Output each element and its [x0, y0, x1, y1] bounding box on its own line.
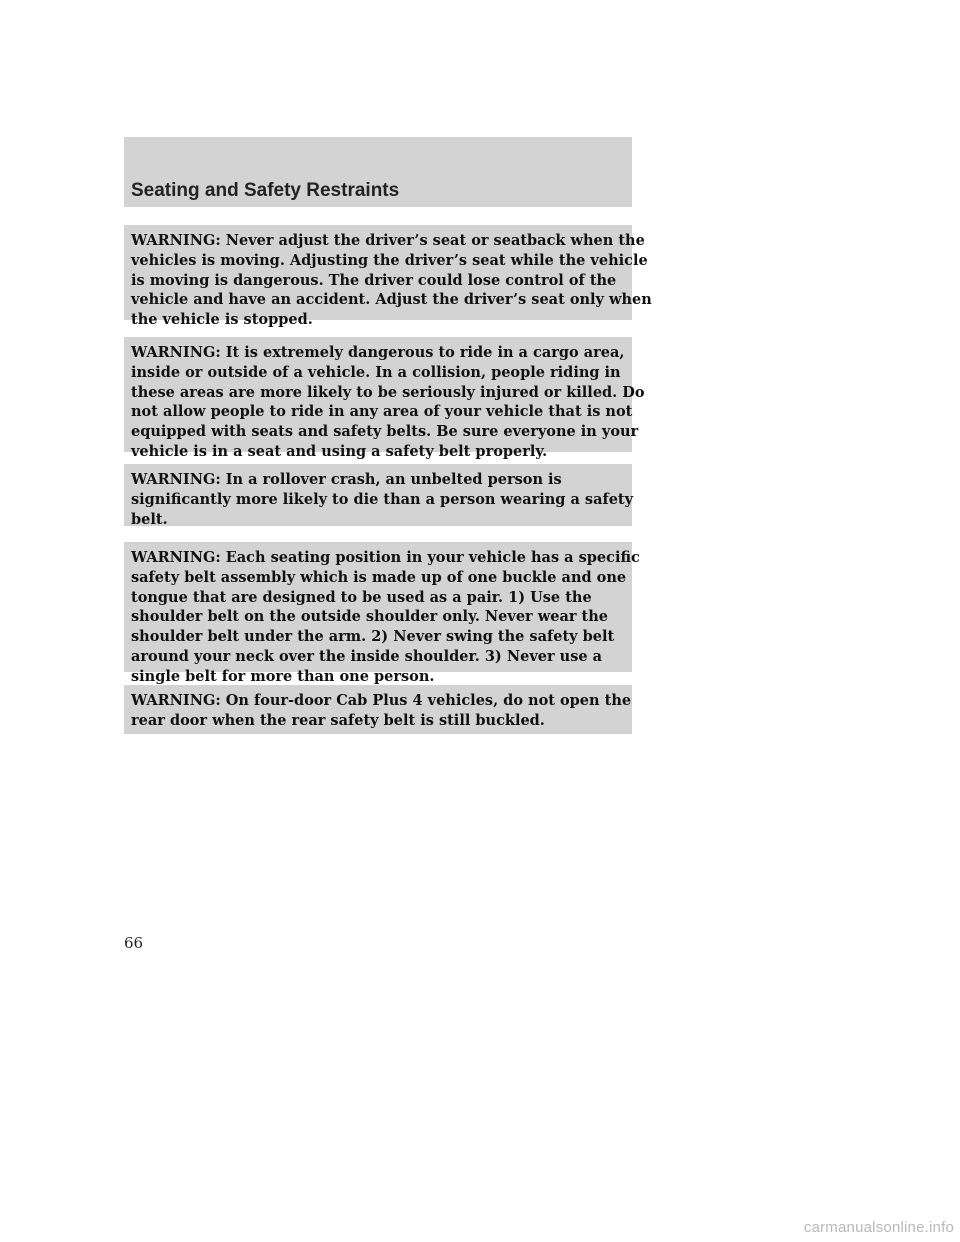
warning-box — [124, 337, 645, 460]
warning-line: WARNING: Never adjust the driver’s seat or seatback when the — [131, 232, 645, 249]
warning-line: the vehicle is stopped. — [131, 311, 313, 329]
warning-line: significantly more likely to die than a person wearing a safety — [131, 490, 634, 508]
warning-line: equipped with seats and safety belts. Be sure everyone in your — [131, 423, 639, 441]
warning-line: inside or outside of a vehicle. In a collision, people riding in — [131, 363, 621, 381]
warning-line: vehicle and have an accident. Adjust the driver’s seat only when — [131, 291, 652, 309]
warning-line: single belt for more than one person. — [131, 667, 435, 685]
warning-line: vehicles is moving. Adjusting the driver’s seat while the vehicle — [131, 251, 648, 269]
page-number: 66 — [124, 934, 144, 952]
warning-line: belt. — [131, 510, 168, 528]
warning-line: tongue that are designed to be used as a pair. 1) Use the — [131, 588, 592, 606]
warning-line: around your neck over the inside shoulder. 3) Never use a — [131, 647, 603, 665]
warning-line: WARNING: In a rollover crash, an unbelted person is — [131, 471, 562, 488]
watermark-text: carmanualsonline.info — [803, 1219, 954, 1236]
warning-line: safety belt assembly which is made up of one buckle and one — [131, 568, 627, 586]
warning-line: rear door when the rear safety belt is still buckled. — [131, 711, 545, 729]
section-header — [124, 137, 632, 207]
warning-box — [124, 225, 652, 329]
warning-line: vehicle is in a seat and using a safety belt properly. — [131, 442, 548, 460]
warning-line: WARNING: It is extremely dangerous to ride in a cargo area, — [131, 344, 625, 361]
warning-line: WARNING: Each seating position in your vehicle has a specific — [131, 549, 640, 566]
warning-box — [124, 542, 640, 685]
warning-line: WARNING: On four-door Cab Plus 4 vehicles, do not open the — [131, 692, 632, 709]
warning-line: these areas are more likely to be seriously injured or killed. Do — [131, 383, 645, 401]
warning-line: is moving is dangerous. The driver could lose control of the — [131, 271, 617, 289]
warning-line: shoulder belt on the outside shoulder only. Never wear the — [131, 608, 608, 626]
warning-line: shoulder belt under the arm. 2) Never swing the safety belt — [131, 628, 615, 646]
warning-line: not allow people to ride in any area of your vehicle that is not — [131, 403, 633, 421]
section-title: Seating and Safety Restraints — [131, 180, 400, 201]
warning-box — [124, 685, 632, 734]
warning-box — [124, 464, 632, 526]
